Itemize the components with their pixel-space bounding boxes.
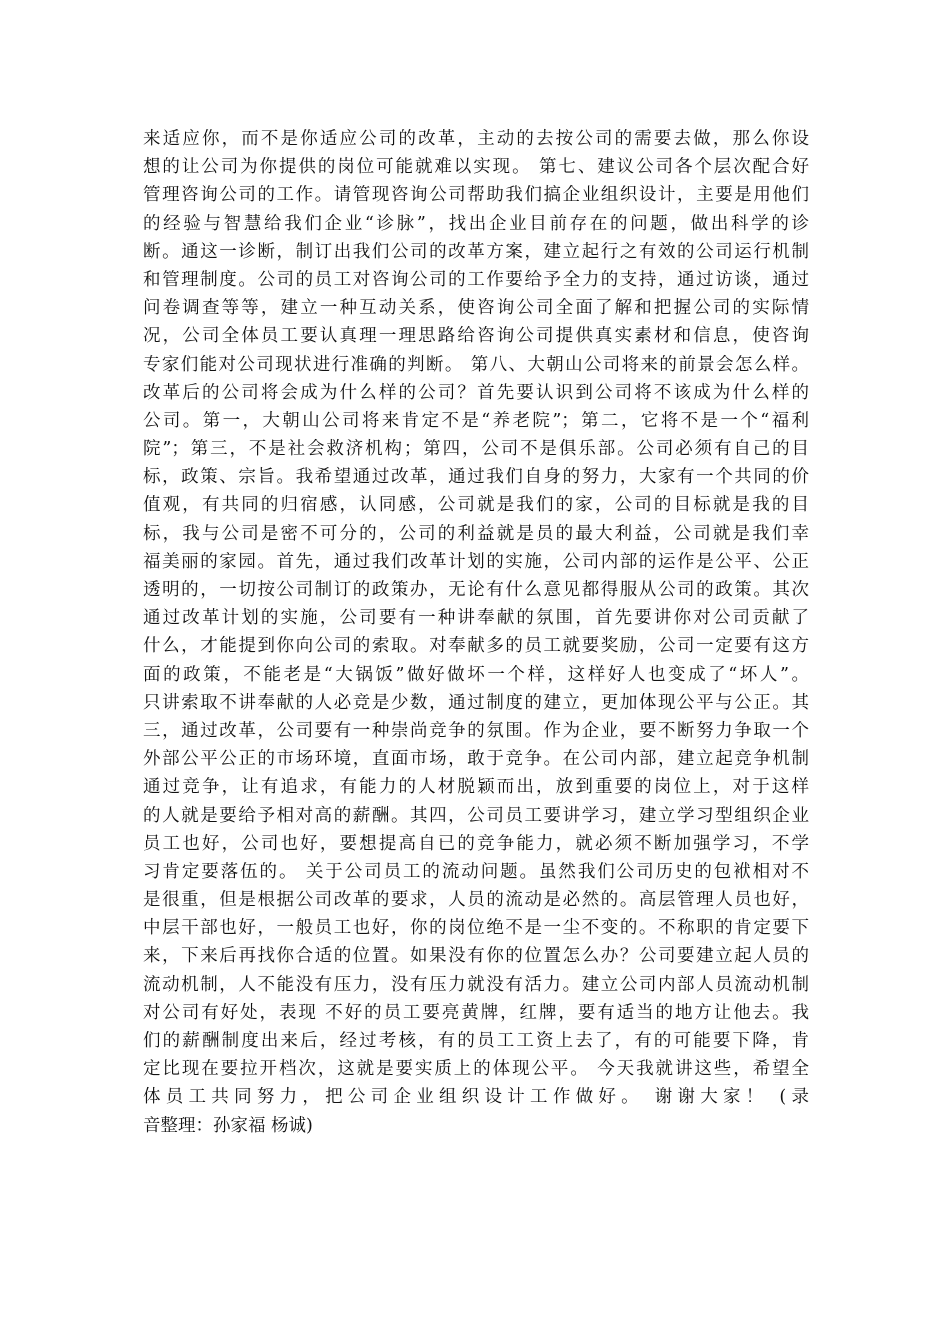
text-line: 公司。第一，大朝山公司将来肯定不是“养老院”；第二，它将不是一个“福利 bbox=[143, 410, 809, 431]
text-line: 问卷调查等等，建立一种互动关系，使咨询公司全面了解和把握公司的实际情 bbox=[143, 298, 809, 319]
text-line: 习肯定要落伍的。 关于公司员工的流动问题。虽然我们公司历史的包袱相对不 bbox=[143, 861, 809, 882]
text-line: 音整理：孙家福 杨诚) bbox=[143, 1115, 313, 1136]
text-line: 来，下来后再找你合适的位置。如果没有你的位置怎么办？公司要建立起人员的 bbox=[143, 946, 809, 967]
text-line: 流动机制，人不能没有压力，没有压力就没有活力。建立公司内部人员流动机制 bbox=[143, 974, 809, 995]
text-line: 值观，有共同的归宿感，认同感，公司就是我们的家，公司的目标就是我的目 bbox=[143, 495, 809, 516]
text-line: 标，政策、宗旨。我希望通过改革，通过我们自身的努力，大家有一个共同的价 bbox=[143, 467, 809, 488]
text-line: 的经验与智慧给我们企业“诊脉”，找出企业目前存在的问题，做出科学的诊 bbox=[143, 213, 809, 234]
text-line: 对公司有好处，表现 不好的员工要亮黄牌，红牌，要有适当的地方让他去。我 bbox=[143, 1002, 809, 1023]
text-line: 定比现在要拉开档次，这就是要实质上的体现公平。 今天我就讲这些，希望全 bbox=[143, 1059, 809, 1080]
text-line: 是很重，但是根据公司改革的要求，人员的流动是必然的。高层管理人员也好， bbox=[143, 890, 809, 911]
text-line: 们的薪酬制度出来后，经过考核，有的员工工资上去了，有的可能要下降，肯 bbox=[143, 1031, 809, 1051]
text-line: 标，我与公司是密不可分的，公司的利益就是员的最大利益，公司就是我们幸 bbox=[143, 523, 809, 544]
text-line: 什么，才能提到你向公司的索取。对奉献多的员工就要奖励，公司一定要有这方 bbox=[143, 636, 809, 657]
text-line: 中层干部也好，一般员工也好，你的岗位绝不是一尘不变的。不称职的肯定要下 bbox=[143, 918, 809, 939]
text-line: 通过改革计划的实施，公司要有一种讲奉献的氛围，首先要讲你对公司贡献了 bbox=[143, 608, 809, 629]
text-line: 的人就是要给予相对高的薪酬。其四，公司员工要讲学习，建立学习型组织企业 bbox=[143, 805, 809, 826]
text-line: 福美丽的家园。首先，通过我们改革计划的实施，公司内部的运作是公平、公正 bbox=[143, 551, 809, 572]
text-line: 想的让公司为你提供的岗位可能就难以实现。 第七、建议公司各个层次配合好 bbox=[143, 157, 809, 178]
text-line: 透明的，一切按公司制订的政策办，无论有什么意见都得服从公司的政策。其次 bbox=[143, 580, 809, 600]
text-line: 专家们能对公司现状进行准确的判断。 第八、大朝山公司将来的前景会怎么样。 bbox=[143, 354, 809, 375]
body-text bbox=[143, 125, 809, 1140]
text-line: 通过竞争，让有追求，有能力的人材脱颖而出，放到重要的岗位上，对于这样 bbox=[143, 777, 809, 798]
text-line: 来适应你，而不是你适应公司的改革，主动的去按公司的需要去做，那么你设 bbox=[143, 129, 809, 149]
text-line: 院”；第三，不是社会救济机构；第四，公司不是俱乐部。公司必须有自己的目 bbox=[143, 439, 809, 460]
text-line: 面的政策，不能老是“大锅饭”做好做坏一个样，这样好人也变成了“坏人”。 bbox=[143, 664, 809, 685]
text-line: 三，通过改革，公司要有一种崇尚竞争的氛围。作为企业，要不断努力争取一个 bbox=[143, 720, 809, 741]
text-line: 外部公平公正的市场环境，直面市场，敢于竞争。在公司内部，建立起竞争机制 bbox=[143, 749, 809, 770]
text-line: 和管理制度。公司的员工对咨询公司的工作要给予全力的支持，通过访谈，通过 bbox=[143, 269, 809, 290]
text-line: 体员工共同努力，把公司企业组织设计工作做好。 谢谢大家！ (录 bbox=[143, 1087, 809, 1108]
text-line: 断。通这一诊断，制订出我们公司的改革方案，建立起行之有效的公司运行机制 bbox=[143, 241, 809, 262]
text-line: 管理咨询公司的工作。请管现咨询公司帮助我们搞企业组织设计，主要是用他们 bbox=[143, 185, 809, 206]
text-line: 改革后的公司将会成为什么样的公司？首先要认识到公司将不该成为什么样的 bbox=[143, 382, 809, 403]
text-line: 员工也好，公司也好，要想提高自已的竞争能力，就必须不断加强学习，不学 bbox=[143, 833, 809, 854]
text-line: 只讲索取不讲奉献的人必竞是少数，通过制度的建立，更加体现公平与公正。其 bbox=[143, 692, 809, 713]
text-line: 况，公司全体员工要认真理一理思路给咨询公司提供真实素材和信息，使咨询 bbox=[143, 326, 809, 347]
